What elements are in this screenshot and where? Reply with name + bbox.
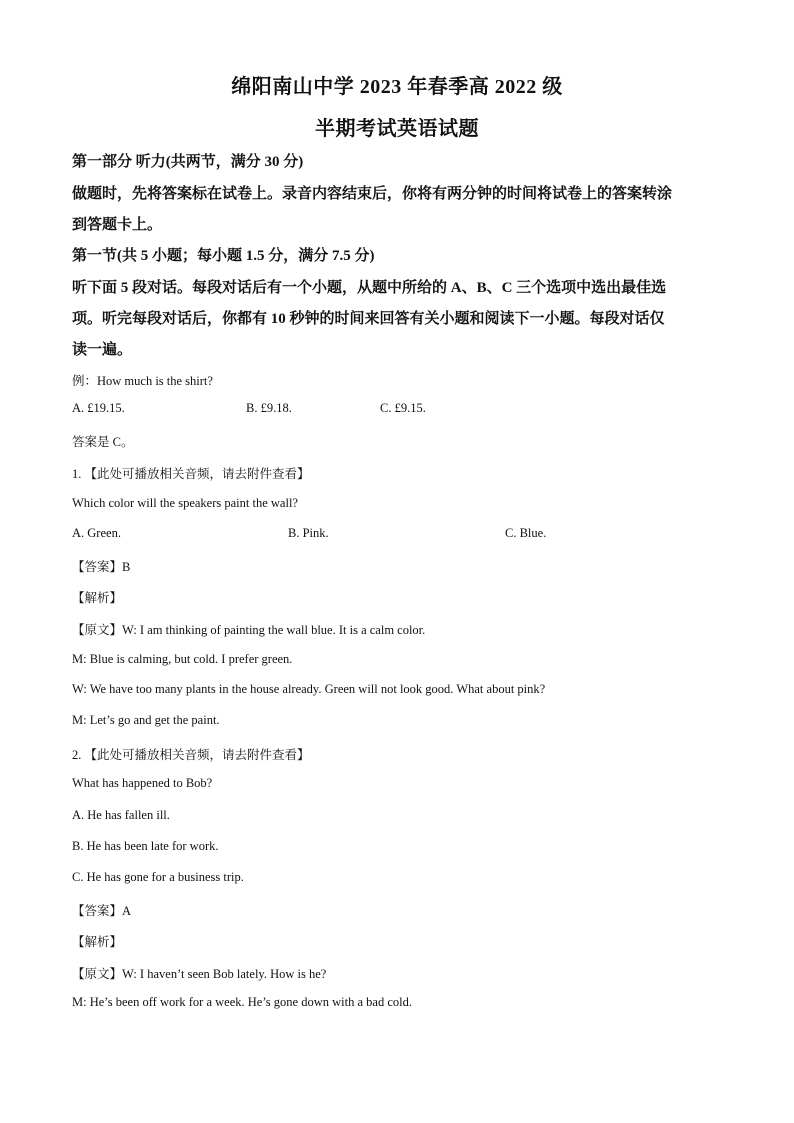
instructions-2b: 项。听完每段对话后，你都有 10 秒钟的时间来回答有关小题和阅读下一小题。每段对话仅 bbox=[72, 311, 665, 327]
q1-analysis: 【解析】 bbox=[72, 591, 123, 605]
q2-option-b: B. He has been late for work. bbox=[72, 839, 219, 853]
q1-transcript-line: 【原文】W: I am thinking of painting the wall blue. It is a calm color. bbox=[72, 623, 426, 637]
exam-title-line2: 半期考试英语试题 bbox=[315, 118, 479, 140]
example-option-a: A. £19.15. bbox=[72, 401, 125, 415]
example-option-c: C. £9.15. bbox=[380, 401, 426, 415]
q1-option-c: C. Blue. bbox=[505, 526, 547, 540]
instructions-2c: 读一遍。 bbox=[72, 342, 133, 358]
q2-transcript-line: 【原文】W: I haven’t seen Bob lately. How is he? bbox=[72, 967, 327, 981]
q2-question: What has happened to Bob? bbox=[72, 776, 213, 790]
q1-question: Which color will the speakers paint the wall? bbox=[72, 496, 298, 510]
instructions-1b: 到答题卡上。 bbox=[72, 217, 163, 233]
q1-transcript-line: W: We have too many plants in the house already. Green will not look good. What about pink? bbox=[72, 682, 546, 696]
q2-option-a: A. He has fallen ill. bbox=[72, 808, 170, 822]
q2-analysis: 【解析】 bbox=[72, 935, 123, 949]
section1-heading: 第一节(共 5 小题；每小题 1.5 分，满分 7.5 分) bbox=[72, 248, 375, 264]
part1-heading: 第一部分 听力(共两节，满分 30 分) bbox=[72, 154, 304, 170]
example-option-b: B. £9.18. bbox=[246, 401, 292, 415]
q2-option-c: C. He has gone for a business trip. bbox=[72, 870, 244, 884]
q1-answer: 【答案】B bbox=[72, 560, 131, 574]
q2-header: 2. 【此处可播放相关音频，请去附件查看】 bbox=[72, 748, 310, 762]
q2-transcript-line: M: He’s been off work for a week. He’s gone down with a bad cold. bbox=[72, 995, 412, 1009]
q1-option-b: B. Pink. bbox=[288, 526, 329, 540]
example-question: 例：How much is the shirt? bbox=[72, 374, 213, 388]
instructions-1a: 做题时，先将答案标在试卷上。录音内容结束后，你将有两分钟的时间将试卷上的答案转涂 bbox=[72, 186, 673, 202]
q1-header: 1. 【此处可播放相关音频，请去附件查看】 bbox=[72, 467, 310, 481]
example-answer: 答案是 C。 bbox=[72, 435, 134, 449]
q1-option-a: A. Green. bbox=[72, 526, 121, 540]
q1-transcript-line: M: Let’s go and get the paint. bbox=[72, 713, 220, 727]
q1-transcript-line: M: Blue is calming, but cold. I prefer green. bbox=[72, 652, 293, 666]
q2-answer: 【答案】A bbox=[72, 904, 132, 918]
exam-title-line1: 绵阳南山中学 2023 年春季高 2022 级 bbox=[231, 76, 563, 98]
instructions-2a: 听下面 5 段对话。每段对话后有一个小题，从题中所给的 A、B、C 三个选项中选出最佳选 bbox=[72, 280, 667, 296]
